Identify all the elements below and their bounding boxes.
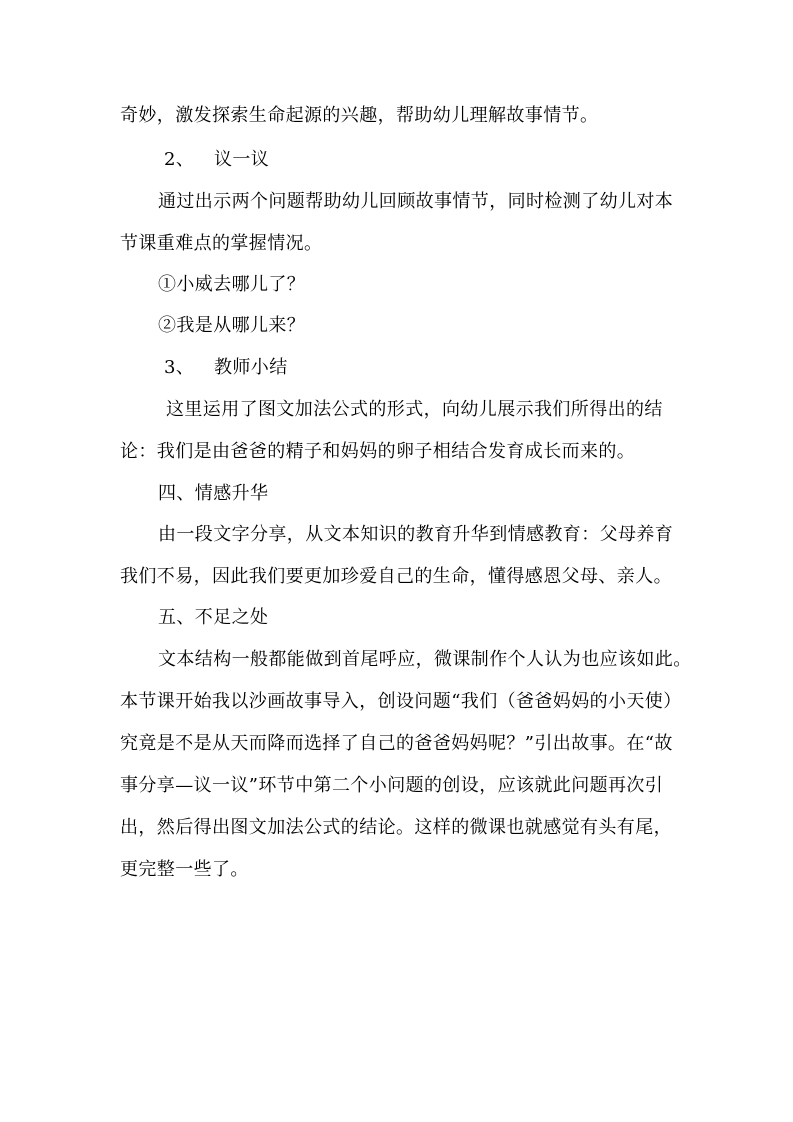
paragraph-line: 更完整一些了。 xyxy=(120,859,249,880)
section-heading: 教师小结 xyxy=(214,357,288,378)
list-item: ②我是从哪儿来？ xyxy=(158,315,306,336)
section-heading: 议一议 xyxy=(214,149,270,170)
paragraph-line: 这里运用了图文加法公式的形式，向幼儿展示我们所得出的结 xyxy=(166,399,663,420)
paragraph-line: 论：我们是由爸爸的精子和妈妈的卵子相结合发育成长而来的。 xyxy=(120,441,636,462)
paragraph-line: 由一段文字分享，从文本知识的教育升华到情感教育：父母养育 xyxy=(158,524,674,545)
section-heading: 四、情感升华 xyxy=(158,483,269,504)
paragraph-line: 文本结构一般都能做到首尾呼应，微课制作个人认为也应该如此。 xyxy=(158,649,692,670)
paragraph-line: 本节课开始我以沙画故事导入，创设问题“我们（爸爸妈妈的小天使） xyxy=(120,691,682,712)
section-number: 2、 xyxy=(164,149,195,170)
paragraph-line: 事分享—议一议”环节中第二个小问题的创设，应该就此问题再次引 xyxy=(120,775,664,796)
paragraph-line: 奇妙，激发探索生命起源的兴趣，帮助幼儿理解故事情节。 xyxy=(120,105,599,126)
list-item: ①小威去哪儿了？ xyxy=(158,274,306,295)
paragraph-line: 通过出示两个问题帮助幼儿回顾故事情节，同时检测了幼儿对本 xyxy=(158,191,674,212)
paragraph-line: 我们不易，因此我们要更加珍爱自己的生命，懂得感恩父母、亲人。 xyxy=(120,566,672,587)
paragraph-line: 出，然后得出图文加法公式的结论。这样的微课也就感觉有头有尾， xyxy=(120,817,672,838)
section-heading: 五、不足之处 xyxy=(158,607,269,628)
paragraph-line: 节课重难点的掌握情况。 xyxy=(120,233,323,254)
section-number: 3、 xyxy=(164,357,195,378)
paragraph-line: 究竟是不是从天而降而选择了自己的爸爸妈妈呢？”引出故事。在“故 xyxy=(120,733,673,754)
